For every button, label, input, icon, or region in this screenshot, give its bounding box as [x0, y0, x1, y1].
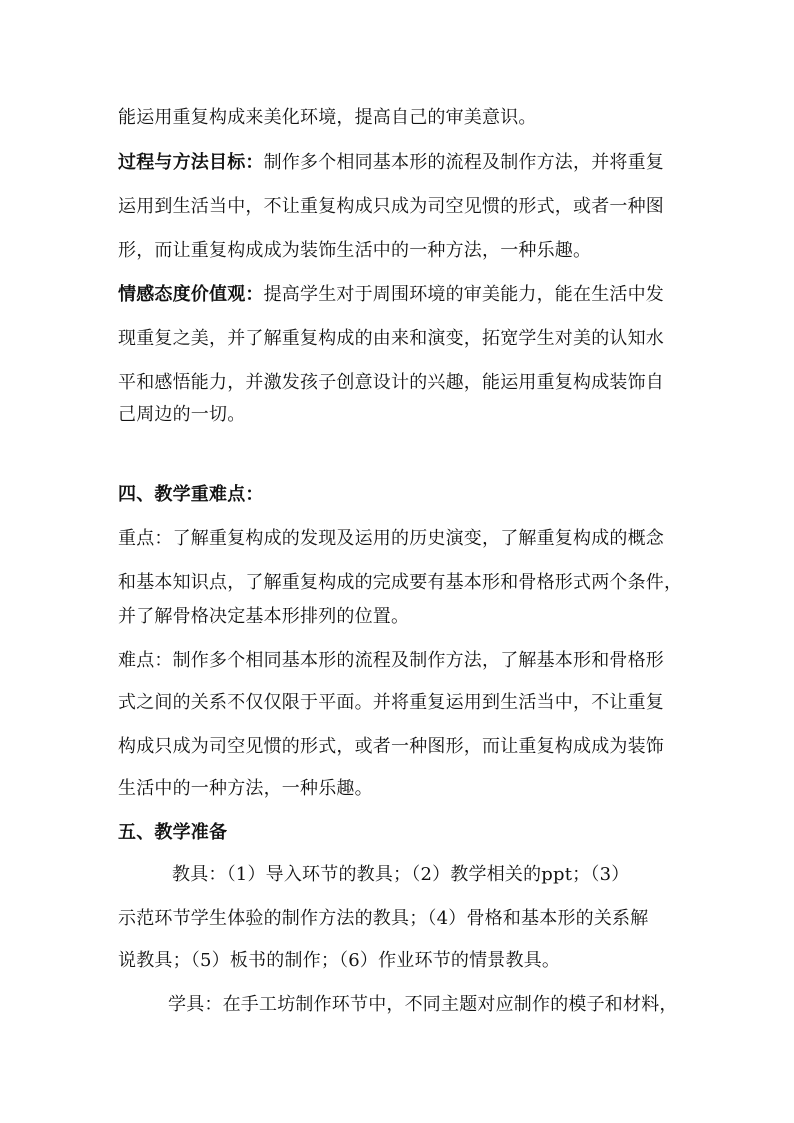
text-line: 能运用重复构成来美化环境，提高自己的审美意识。	[118, 107, 537, 128]
text-line: 平和感悟能力，并激发孩子创意设计的兴趣，能运用重复构成装饰自	[118, 372, 664, 393]
text-line: 式之间的关系不仅仅限于平面。并将重复运用到生活当中，不让重复	[118, 692, 664, 713]
emotion-goal-label: 情感态度价值观：	[118, 284, 264, 305]
text-line: 构成只成为司空见惯的形式，或者一种图形，而让重复构成成为装饰	[118, 736, 664, 757]
text-line: 和基本知识点，了解重复构成的完成要有基本形和骨格形式两个条件，	[118, 572, 683, 593]
text-line: 说教具；（5）板书的制作；（6）作业环节的情景教具。	[118, 950, 561, 971]
section-heading-preparation: 五、教学准备	[118, 822, 228, 843]
text-line: 教具：（1）导入环节的教具；（2）教学相关的ppt；（3）	[172, 864, 630, 885]
text-line: 现重复之美，并了解重复构成的由来和演变，拓宽学生对美的认知水	[118, 328, 664, 349]
text-line: 难点：制作多个相同基本形的流程及制作方法，了解基本形和骨格形	[118, 650, 664, 671]
process-goal-label: 过程与方法目标：	[118, 152, 264, 173]
text-line: 己周边的一切。	[118, 404, 246, 425]
text-line: 运用到生活当中，不让重复构成只成为司空见惯的形式，或者一种图	[118, 196, 664, 217]
text-line: 生活中的一种方法，一种乐趣。	[118, 778, 373, 799]
text-line: 重点：了解重复构成的发现及运用的历史演变，了解重复构成的概念	[118, 528, 664, 549]
text-line: 形，而让重复构成成为装饰生活中的一种方法，一种乐趣。	[118, 240, 592, 261]
text-line: 学具：在手工坊制作环节中，不同主题对应制作的模子和材料，	[168, 994, 678, 1015]
text-line: 并了解骨格决定基本形排列的位置。	[118, 606, 410, 627]
emotion-goal-text: 提高学生对于周围环境的审美能力，能在生活中发	[263, 284, 665, 305]
section-heading-key-points: 四、教学重难点：	[118, 484, 264, 505]
process-goal-line	[118, 151, 678, 175]
process-goal-text: 制作多个相同基本形的流程及制作方法，并将重复	[263, 152, 665, 173]
emotion-goal-line	[118, 283, 678, 307]
text-line: 示范环节学生体验的制作方法的教具；（4）骨格和基本形的关系解	[118, 908, 649, 929]
